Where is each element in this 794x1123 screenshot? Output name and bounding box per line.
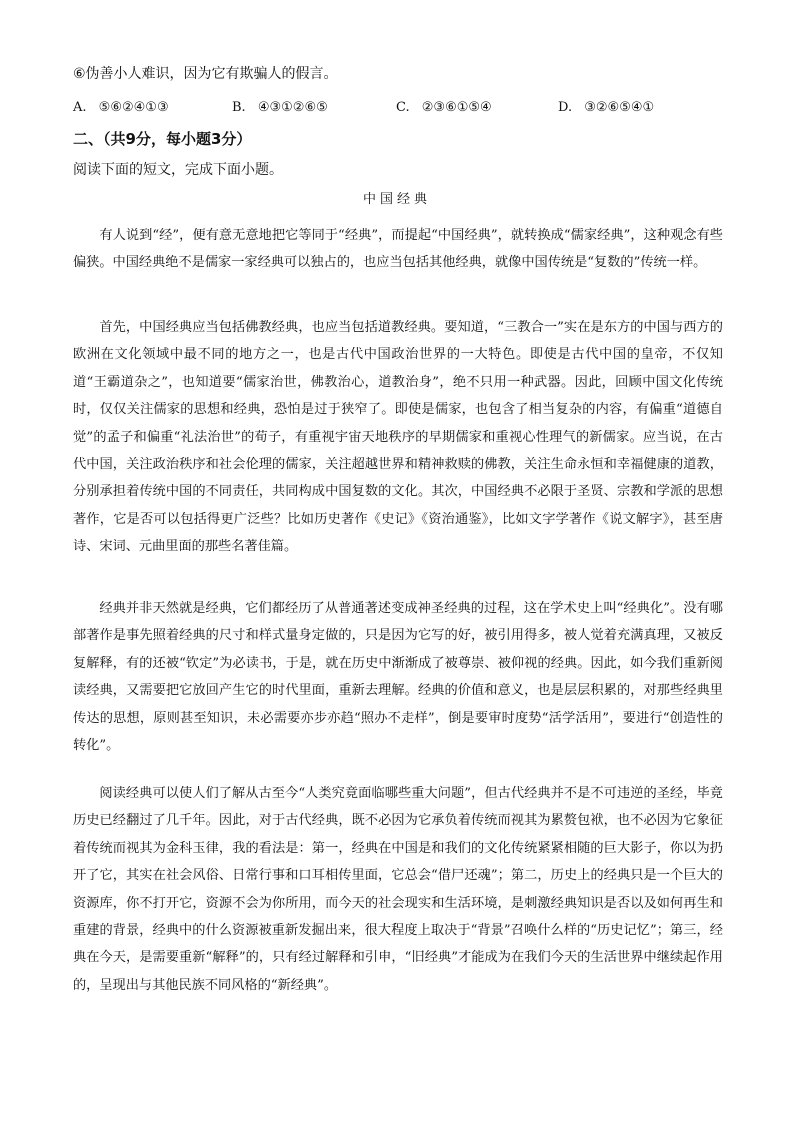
- section-heading: 二、（共9分，每小题3分）: [73, 130, 252, 148]
- option-c-text: ②③⑥①⑤④: [421, 100, 492, 115]
- article-paragraph-1: 有人说到“经”，便有意无意地把它等同于“经典”，而提起“中国经典”，就转换成“儒家经典”，这种观念有些偏狭。中国经典绝不是儒家一家经典可以独占的，也应当包括其他经典，就像中国传统是“复数的”传统一样。: [73, 228, 723, 271]
- option-c-letter: C.: [396, 100, 410, 115]
- article-paragraph-2: 首先，中国经典应当包括佛教经典，也应当包括道教经典。要知道，“三教合一”实在是东方的中国与西方的欧洲在文化领域中最不同的地方之一，也是古代中国政治世界的一大特色。即使是古代中国的皇帝，不仅知道“王霸道杂之”，也知道要“儒家治世，佛教治心，道教治身”，绝不只用一种武器。因此，回顾中国文化传统时，仅仅关注儒家的思想和经典，恐怕是过于狭窄了。即使是儒家，也包含了相当复杂的内容，有偏重“道德自觉”的孟子和偏重“礼法治世”的荀子，有重视宇宙天地秩序的早期儒家和重视心性理气的新儒家。应当说，在古代中国，关注政治秩序和社会伦理的儒家，关注超越世界和精神救赎的佛教，关注生命永恒和幸福健康的道教，分别承担着传统中国的不同责任，共同构成中国复数的文化。其次，中国经典不必限于圣贤、宗教和学派的思想著作，它是否可以包括得更广泛些？比如历史著作《史记》《资治通鉴》，比如文字学著作《说文解字》，甚至唐诗、宋词、元曲里面的那些名著佳篇。: [73, 320, 723, 555]
- question-item-6: ⑥伪善小人难识，因为它有欺骗人的假言。: [73, 66, 338, 82]
- article-title: 中国经典: [362, 192, 431, 207]
- option-d-text: ③②⑥⑤④①: [584, 100, 655, 115]
- option-a[interactable]: [73, 98, 169, 118]
- option-a-letter: A.: [73, 100, 87, 115]
- reading-instruction: 阅读下面的短文，完成下面小题。: [73, 162, 283, 178]
- option-d[interactable]: [558, 98, 654, 118]
- option-a-text: ⑤⑥②④①③: [98, 100, 169, 115]
- option-b[interactable]: [232, 98, 328, 118]
- answer-options: [73, 98, 723, 118]
- option-b-text: ④③①②⑥⑤: [257, 100, 328, 115]
- article-paragraph-4: 阅读经典可以使人们了解从古至今“人类究竟面临哪些重大问题”，但古代经典并不是不可违逆的圣经，毕竟历史已经翻过了几千年。因此，对于古代经典，既不必因为它承负着传统而视其为累赘包袱，也不必因为它象征着传统而视其为金科玉律，我的看法是：第一，经典在中国是和我们的文化传统紧紧相随的巨大影子，你以为扔开了它，其实在社会风俗、日常行事和口耳相传里面，它总会“借尸还魂”；第二，历史上的经典只是一个巨大的资源库，你不打开它，资源不会为你所用，而今天的社会现实和生活环境，是刺激经典知识是否以及如何再生和重建的背景，经典中的什么资源被重新发掘出来，很大程度上取决于“背景”召唤什么样的“历史记忆”；第三，经典在今天，是需要重新“解释”的，只有经过解释和引申，“旧经典”才能成为在我们今天的生活世界中继续起作用的，呈现出与其他民族不同风格的“新经典”。: [73, 786, 723, 993]
- article-paragraph-3: 经典并非天然就是经典，它们都经历了从普通著述变成神圣经典的过程，这在学术史上叫“经典化”。没有哪部著作是事先照着经典的尺寸和样式量身定做的，只是因为它写的好，被引用得多，被人觉着充满真理，又被反复解释，有的还被“钦定”为必读书，于是，就在历史中渐渐成了被尊崇、被仰视的经典。因此，如今我们重新阅读经典，又需要把它放回产生它的时代里面，重新去理解。经典的价值和意义，也是层层积累的，对那些经典里传达的思想，原则甚至知识，未必需要亦步亦趋“照办不走样”，倒是要审时度势“活学活用”，要进行“创造性的转化”。: [73, 601, 723, 754]
- option-d-letter: D.: [558, 100, 573, 115]
- option-c[interactable]: [396, 98, 492, 118]
- option-b-letter: B.: [232, 100, 246, 115]
